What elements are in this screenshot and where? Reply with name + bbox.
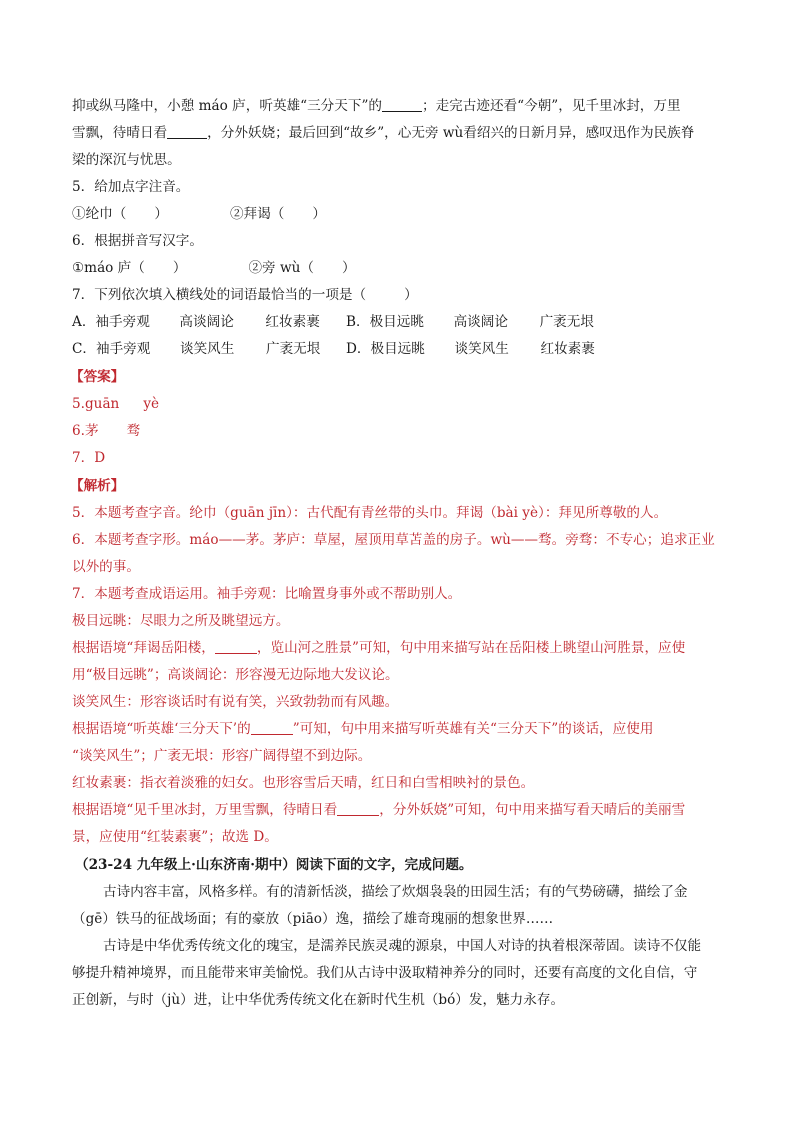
answer-number: 6. — [72, 423, 85, 439]
question-7-title — [72, 285, 418, 305]
question-5-item-2: ②拜谒（ — [229, 206, 285, 222]
passage-line: 古诗内容丰富，风格多样。有的清新恬淡，描绘了炊烟袅袅的田园生活；有的气势磅礴，描绘了金 — [103, 884, 688, 900]
option-c — [72, 339, 346, 359]
passage-heading: （23-24 九年级上·山东济南·期中）阅读下面的文字，完成问题。 — [75, 857, 473, 873]
option-letter: C． — [72, 341, 96, 357]
answer-value: yè — [143, 396, 160, 412]
question-5-item-1: ①纶巾（ — [72, 206, 127, 222]
analysis-text: 根据语境“拜谒岳阳楼， — [72, 640, 215, 656]
option-word: 广袤无垠 — [266, 341, 321, 357]
option-letter: D． — [346, 341, 371, 357]
analysis-line: 用“极目远眺”；高谈阔论：形容漫无边际地大发议论。 — [72, 667, 399, 683]
passage-line: 正创新，与时（jù）进，让中华优秀传统文化在新时代生机（bó）发，魅力永存。 — [72, 992, 565, 1008]
fill-blank — [215, 639, 257, 654]
question-7-options-row-1 — [72, 312, 594, 332]
analysis-line: 红妆素裹：指衣着淡雅的妇女。也形容雪后天晴，红日和白雪相映衬的景色。 — [72, 775, 535, 791]
option-word: 广袤无垠 — [539, 314, 594, 330]
analysis-text: 根据语境“见千里冰封，万里雪飘，待晴日看 — [72, 802, 338, 818]
analysis-line: 7．本题考查成语运用。袖手旁观：比喻置身事外或不帮助别人。 — [72, 586, 462, 602]
paren-close: ） — [404, 287, 418, 303]
analysis-text: ，览山河之胜景”可知，句中用来描写站在岳阳楼上眺望山河胜景，应使 — [256, 640, 686, 656]
question-6-title: 6．根据拼音写汉字。 — [72, 233, 203, 249]
question-6-items — [72, 258, 356, 278]
option-word: 袖手旁观 — [96, 341, 151, 357]
fill-blank — [167, 124, 207, 139]
option-letter: A． — [72, 314, 96, 330]
paren-close: ） — [341, 260, 356, 276]
question-5-items — [72, 204, 326, 224]
paren-close: ） — [312, 206, 326, 222]
option-word: 谈笑风生 — [180, 341, 235, 357]
analysis-line: 以外的事。 — [72, 559, 140, 575]
option-d — [346, 339, 595, 359]
option-word: 红妆素裹 — [265, 314, 320, 330]
paren-close: ） — [154, 206, 168, 222]
question-7-text: 7．下列依次填入横线处的词语最恰当的一项是（ — [72, 287, 367, 303]
intro-line-1 — [72, 96, 681, 116]
option-word: 高谈阔论 — [453, 314, 508, 330]
intro-line-3: 梁的深沉与忧思。 — [72, 152, 181, 168]
analysis-text: ”可知，句中用来描写听英雄有关“三分天下”的谈话，应使用 — [292, 721, 654, 737]
option-word: 高谈阔论 — [179, 314, 234, 330]
analysis-line: 谈笑风生：形容谈话时有说有笑，兴致勃勃而有风趣。 — [72, 694, 399, 710]
passage-line: 古诗是中华优秀传统文化的瑰宝，是濡养民族灵魂的源泉，中国人对诗的执着根深蒂固。读诗不仅能 — [103, 938, 702, 954]
intro-text: ，分外妖娆；最后回到“故乡”，心无旁 wù看绍兴的日新月异，感叹迅作为民族脊 — [207, 125, 695, 141]
intro-text: 雪飘，待晴日看 — [72, 125, 168, 141]
question-5-title: 5．给加点字注音。 — [72, 179, 190, 195]
option-letter: B． — [346, 314, 370, 330]
analysis-line — [72, 719, 653, 739]
option-word: 谈笑风生 — [454, 341, 509, 357]
option-word: 红妆素裹 — [540, 341, 595, 357]
answer-value: guān — [84, 396, 120, 412]
analysis-line: 景，应使用“红装素裹”；故选 D。 — [72, 829, 278, 845]
answer-7: 7．D — [72, 450, 106, 466]
analysis-heading: 【解析】 — [70, 478, 125, 494]
passage-line: （gē）铁马的征战场面；有的豪放（piāo）逸，描绘了雄奇瑰丽的想象世界…… — [72, 911, 554, 927]
option-word: 袖手旁观 — [95, 314, 150, 330]
answer-5 — [72, 394, 159, 414]
analysis-line: “谈笑风生”；广袤无垠：形容广阔得望不到边际。 — [72, 748, 372, 764]
analysis-text: ，分外妖娆”可知，句中用来描写看天晴后的美丽雪 — [379, 802, 686, 818]
analysis-line — [72, 638, 685, 658]
analysis-line: 6．本题考查字形。máo——茅。茅庐：草屋，屋顶用草苫盖的房子。wù——骛。旁骛：不专心；追求正业 — [72, 532, 715, 548]
analysis-line: 5．本题考查字音。纶巾（guān jīn）：古代配有青丝带的头巾。拜谒（bài yè）：拜见所尊敬的人。 — [72, 505, 668, 521]
option-word: 极目远眺 — [369, 314, 424, 330]
analysis-text: 根据语境“听英雄‘三分天下’的 — [72, 721, 251, 737]
analysis-line: 极目远眺：尽眼力之所及眺望远方。 — [72, 613, 290, 629]
passage-line: 够提升精神境界，而且能带来审美愉悦。我们从古诗中汲取精神养分的同时，还要有高度的文化自信，守 — [72, 965, 698, 981]
question-6-item-1: ①máo 庐（ — [72, 260, 145, 276]
paren-close: ） — [172, 260, 187, 276]
question-6-item-2: ②旁 wù（ — [248, 260, 314, 276]
intro-line-2 — [72, 123, 694, 143]
intro-text: 抑或纵马隆中，小憩 máo 庐，听英雄“三分天下”的 — [72, 98, 382, 114]
option-word: 极目远眺 — [370, 341, 425, 357]
answer-heading: 【答案】 — [70, 369, 125, 385]
answer-number: 5. — [72, 396, 85, 412]
intro-text: ；走完古迹还看“今朝”，见千里冰封，万里 — [422, 98, 681, 114]
fill-blank — [337, 801, 379, 816]
option-b — [346, 312, 594, 332]
fill-blank — [251, 720, 293, 735]
fill-blank — [382, 97, 422, 112]
answer-6 — [72, 421, 140, 441]
answer-value: 骛 — [126, 423, 141, 439]
answer-value: 茅 — [84, 423, 99, 439]
question-7-options-row-2 — [72, 339, 595, 359]
option-a — [72, 312, 346, 332]
analysis-line — [72, 800, 685, 820]
